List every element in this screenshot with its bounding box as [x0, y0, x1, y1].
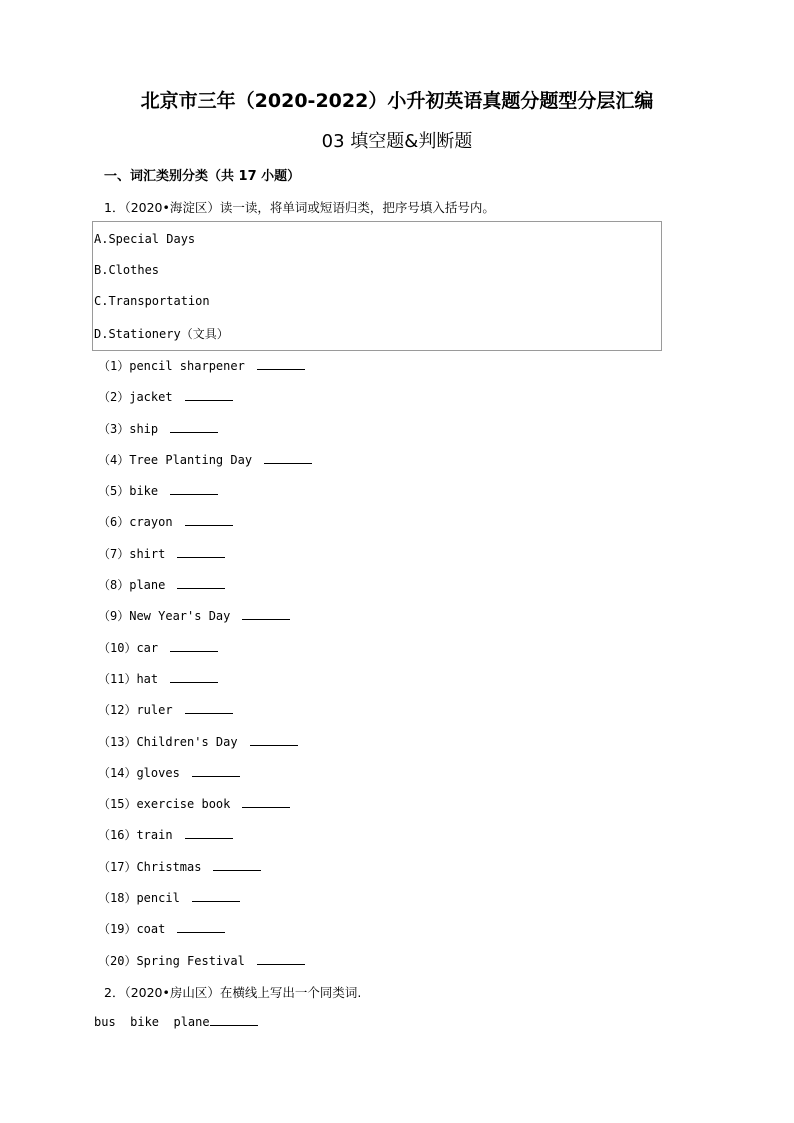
list-item	[98, 387, 658, 418]
answer-blank[interactable]	[242, 607, 290, 620]
item-label: （20）Spring Festival	[98, 953, 245, 968]
item-label: （14）gloves	[98, 765, 180, 780]
answer-blank[interactable]	[210, 1013, 258, 1026]
list-item	[98, 763, 658, 794]
answer-blank[interactable]	[185, 701, 233, 714]
item-label: （3）ship	[98, 421, 159, 436]
answer-blank[interactable]	[185, 513, 233, 526]
item-label: （8）plane	[98, 578, 166, 593]
list-item	[98, 512, 658, 543]
answer-blank[interactable]	[177, 920, 225, 933]
item-label: （18）pencil	[98, 891, 180, 906]
answer-blank[interactable]	[257, 952, 305, 965]
answer-blank[interactable]	[242, 795, 290, 808]
item-label: （13）Children's Day	[98, 734, 238, 749]
list-item	[98, 732, 658, 763]
item-label: （17）Christmas	[98, 859, 202, 874]
answer-items-list	[98, 356, 658, 982]
list-item	[98, 794, 658, 825]
list-item	[98, 544, 658, 575]
category-box	[92, 221, 662, 351]
item-label: （9）New Year's Day	[98, 609, 231, 624]
answer-blank[interactable]	[185, 388, 233, 401]
document-title: 北京市三年（2020-2022）小升初英语真题分题型分层汇编	[140, 90, 654, 112]
answer-blank[interactable]	[264, 451, 312, 464]
item-label: （16）train	[98, 828, 173, 843]
question-1-prompt: 1．（2020•海淀区）读一读，将单词或短语归类，把序号填入括号内。	[104, 200, 495, 215]
item-label: （6）crayon	[98, 515, 173, 530]
list-item	[98, 481, 658, 512]
list-item	[98, 951, 658, 982]
item-label: （2）jacket	[98, 390, 173, 405]
item-label: （15）exercise book	[98, 797, 231, 812]
question-2-prompt: 2．（2020•房山区）在横线上写出一个同类词.	[104, 985, 362, 1000]
list-item	[98, 356, 658, 387]
list-item	[98, 669, 658, 700]
answer-blank[interactable]	[170, 420, 218, 433]
answer-blank[interactable]	[170, 482, 218, 495]
list-item	[98, 919, 658, 950]
answer-blank[interactable]	[213, 858, 261, 871]
list-item	[98, 419, 658, 450]
item-label: （4）Tree Planting Day	[98, 452, 253, 467]
list-item	[98, 857, 658, 888]
item-label: （5）bike	[98, 484, 159, 499]
category-b: B.Clothes	[94, 263, 160, 277]
category-a: A.Special Days	[94, 232, 196, 246]
item-label: （12）ruler	[98, 703, 173, 718]
answer-blank[interactable]	[177, 576, 225, 589]
document-subtitle: 03 填空题&判断题	[321, 131, 473, 152]
list-item	[98, 700, 658, 731]
list-item	[98, 450, 658, 481]
item-label: （1）pencil sharpener	[98, 359, 245, 373]
section-heading: 一、词汇类别分类（共 17 小题）	[104, 169, 301, 184]
item-label: （10）car	[98, 640, 159, 655]
category-d: D.Stationery（文具）	[94, 327, 229, 341]
list-item	[98, 575, 658, 606]
item-label: （19）coat	[98, 922, 166, 937]
list-item	[98, 638, 658, 669]
answer-blank[interactable]	[257, 357, 305, 370]
answer-blank[interactable]	[250, 733, 298, 746]
answer-blank[interactable]	[185, 826, 233, 839]
list-item	[98, 825, 658, 856]
question-2-line	[94, 1013, 258, 1029]
answer-blank[interactable]	[170, 670, 218, 683]
list-item	[98, 606, 658, 637]
list-item	[98, 888, 658, 919]
answer-blank[interactable]	[177, 545, 225, 558]
answer-blank[interactable]	[170, 639, 218, 652]
answer-blank[interactable]	[192, 889, 240, 902]
answer-blank[interactable]	[192, 764, 240, 777]
item-label: （11）hat	[98, 671, 159, 686]
question-2-words: bus bike plane	[94, 1015, 210, 1029]
category-c: C.Transportation	[94, 294, 210, 308]
item-label: （7）shirt	[98, 546, 166, 561]
